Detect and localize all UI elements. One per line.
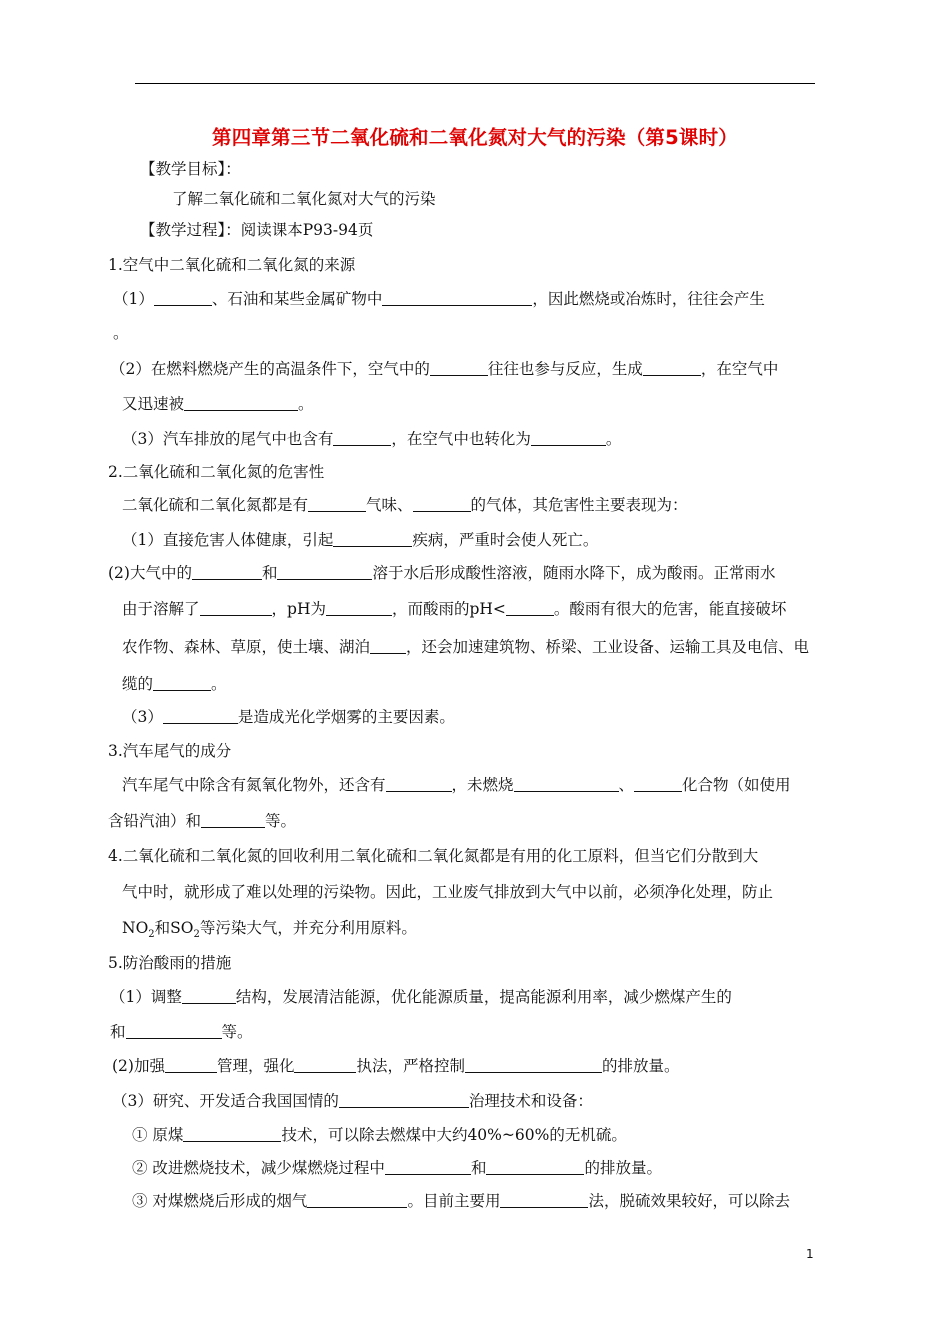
answer-blank[interactable] <box>192 562 262 580</box>
s5-q3-line: （3）研究、开发适合我国国情的 治理技术和设备： <box>112 1092 593 1110</box>
s2-q1-line: （1）直接危害人体健康，引起 疾病，严重时会使人死亡。 <box>122 531 599 549</box>
page-title: 第四章第三节二氧化硫和二氧化氮对大气的污染（第5课时） <box>212 126 738 149</box>
s2-intro-line: 二氧化硫和二氧化氮都是有 气味、 的气体，其危害性主要表现为： <box>122 496 688 514</box>
answer-blank[interactable] <box>531 428 606 446</box>
answer-blank[interactable] <box>333 428 391 446</box>
answer-blank[interactable] <box>165 1055 217 1073</box>
answer-blank[interactable] <box>643 358 701 376</box>
answer-blank[interactable] <box>634 774 682 792</box>
section-3-heading: 3.汽车尾气的成分 <box>108 742 232 760</box>
s2-q2-cont-1: 由于溶解了 ，pH为 ，而酸雨的pH< 。酸雨有很大的危害，能直接破坏 <box>122 600 787 618</box>
s2-q3-line: （3） 是造成光化学烟雾的主要因素。 <box>122 708 455 726</box>
section-5-heading: 5.防治酸雨的措施 <box>108 954 232 972</box>
s3-line-2: 含铅汽油）和 等。 <box>108 812 297 830</box>
answer-blank[interactable] <box>184 393 298 411</box>
answer-blank[interactable] <box>514 774 619 792</box>
s4-line-3: $NO_2$和$SO_2$等污染大气，并充分利用原料。 <box>122 919 417 941</box>
answer-blank[interactable] <box>277 562 372 580</box>
header-rule <box>135 83 815 84</box>
goal-label: 【教学目标】： <box>140 160 241 178</box>
s4-line-1: 4.二氧化硫和二氧化氮的回收利用二氧化硫和二氧化氮都是有用的化工原料，但当它们分散到大 <box>108 847 759 865</box>
answer-blank[interactable] <box>201 810 265 828</box>
s1-q3-line: （3）汽车排放的尾气中也含有 ，在空气中也转化为 。 <box>122 430 622 448</box>
s5-q1-line: （1）调整 结构，发展清洁能源，优化能源质量，提高能源利用率，减少燃煤产生的 <box>110 988 732 1006</box>
answer-blank[interactable] <box>465 1055 602 1073</box>
answer-blank[interactable] <box>294 1055 356 1073</box>
section-2-heading: 2.二氧化硫和二氧化氮的危害性 <box>108 463 325 481</box>
s5-item-1: ① 原煤 技术，可以除去燃煤中大约40%~60%的无机硫。 <box>132 1126 627 1144</box>
answer-blank[interactable] <box>326 598 392 616</box>
page-number: 1 <box>806 1247 814 1261</box>
s5-item-2: ② 改进燃烧技术，减少煤燃烧过程中 和 的排放量。 <box>132 1159 662 1177</box>
s5-item-3: ③ 对煤燃烧后形成的烟气 。目前主要用 法，脱硫效果较好，可以除去 <box>132 1192 790 1210</box>
s5-q1-cont: 和 等。 <box>110 1023 253 1041</box>
answer-blank[interactable] <box>385 1157 471 1175</box>
answer-blank[interactable] <box>126 1021 222 1039</box>
answer-blank[interactable] <box>154 288 212 306</box>
s5-q2-line: (2)加强 管理，强化 执法，严格控制 的排放量。 <box>112 1057 680 1075</box>
s2-q2-line: (2)大气中的 和 溶于水后形成酸性溶液，随雨水降下，成为酸雨。正常雨水 <box>108 564 776 582</box>
answer-blank[interactable] <box>486 1157 584 1175</box>
s2-q2-cont-3: 缆的 。 <box>122 675 227 693</box>
s1-q2-cont: 又迅速被 。 <box>122 395 314 413</box>
answer-blank[interactable] <box>413 494 471 512</box>
s3-line-1: 汽车尾气中除含有氮氧化物外，还含有 ，未燃烧 、 化合物（如使用 <box>122 776 791 794</box>
answer-blank[interactable] <box>200 598 272 616</box>
answer-blank[interactable] <box>506 598 554 616</box>
answer-blank[interactable] <box>500 1190 588 1208</box>
answer-blank[interactable] <box>183 1124 281 1142</box>
s1-q1-end: 。 <box>113 324 129 342</box>
s1-q1-line: （1） 、石油和某些金属矿物中 ，因此燃烧或冶炼时，往往会产生 <box>113 290 765 308</box>
answer-blank[interactable] <box>333 529 412 547</box>
answer-blank[interactable] <box>163 706 238 724</box>
answer-blank[interactable] <box>430 358 488 376</box>
answer-blank[interactable] <box>386 774 452 792</box>
s2-q2-cont-2: 农作物、森林、草原，使土壤、湖泊 ，还会加速建筑物、桥梁、工业设备、运输工具及电信、电 <box>122 638 810 656</box>
s4-line-2: 气中时，就形成了难以处理的污染物。因此，工业废气排放到大气中以前，必须净化处理，防止 <box>122 883 774 901</box>
answer-blank[interactable] <box>382 288 532 306</box>
answer-blank[interactable] <box>308 494 366 512</box>
answer-blank[interactable] <box>307 1190 407 1208</box>
answer-blank[interactable] <box>370 636 406 654</box>
process-label: 【教学过程】：阅读课本P93-94页 <box>140 221 374 239</box>
answer-blank[interactable] <box>339 1090 469 1108</box>
answer-blank[interactable] <box>182 986 236 1004</box>
answer-blank[interactable] <box>153 673 211 691</box>
s1-q2-line: （2）在燃料燃烧产生的高温条件下，空气中的 往往也参与反应，生成 ，在空气中 <box>110 360 779 378</box>
section-1-heading: 1.空气中二氧化硫和二氧化氮的来源 <box>108 256 356 274</box>
goal-text: 了解二氧化硫和二氧化氮对大气的污染 <box>172 190 436 208</box>
